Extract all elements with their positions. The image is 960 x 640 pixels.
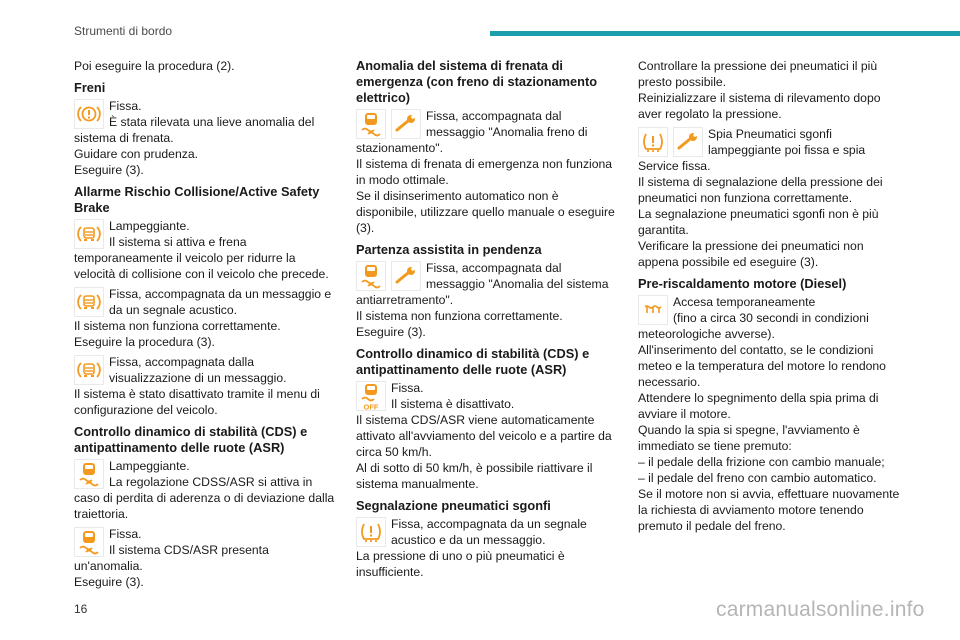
text-line: La pressione di uno o più pneumatici è bbox=[356, 549, 565, 563]
text-line: (fino a circa 30 secondi in condizioni bbox=[673, 311, 869, 325]
text-line: configurazione del veicolo. bbox=[74, 403, 218, 417]
text-line: – il pedale della frizione con cambio manuale; bbox=[638, 455, 885, 469]
text-line: appena possibile ed eseguire (3). bbox=[638, 255, 819, 269]
text-line: Eseguire (3). bbox=[74, 575, 144, 589]
text-line: attivato all'avviamento del veicolo e a partire da bbox=[356, 429, 612, 443]
text-line: Fissa. bbox=[391, 381, 424, 395]
text-line: Lampeggiante. bbox=[109, 459, 190, 473]
text-line: Controllare la pressione dei pneumatici il più bbox=[638, 59, 878, 73]
text-line: Verificare la pressione dei pneumatici non bbox=[638, 239, 864, 253]
text-line: aver regolato la pressione. bbox=[638, 107, 782, 121]
intro-text: Poi eseguire la procedura (2). bbox=[74, 59, 235, 73]
text-line: in modo ottimale. bbox=[356, 173, 449, 187]
text-line: Fissa, accompagnata dalla bbox=[109, 355, 254, 369]
section-title-cds: Controllo dinamico di stabilità (CDS) e antipattinamento delle ruote (ASR) bbox=[74, 424, 308, 455]
text-line: stazionamento". bbox=[356, 141, 443, 155]
text-line: garantita. bbox=[638, 223, 689, 237]
text-line: Guidare con prudenza. bbox=[74, 147, 198, 161]
preriscaldamento-entry bbox=[638, 294, 900, 534]
text-line: necessario. bbox=[638, 375, 701, 389]
section-title-partenza: Partenza assistita in pendenza bbox=[356, 242, 542, 257]
text-line: presto possibile. bbox=[638, 75, 727, 89]
wrench-icon bbox=[391, 109, 421, 139]
text-line: sistema di frenata. bbox=[74, 131, 174, 145]
text-line: Lampeggiante. bbox=[109, 219, 190, 233]
glow-plug-icon bbox=[638, 295, 668, 325]
text-line: Eseguire (3). bbox=[356, 325, 426, 339]
text-line: Il sistema non funziona correttamente. bbox=[74, 319, 281, 333]
text-line: pneumatici non funziona correttamente. bbox=[638, 191, 853, 205]
text-line: meteo e la temperatura del motore lo rendono bbox=[638, 359, 886, 373]
collision-warning-icon bbox=[74, 287, 104, 317]
text-line: Il sistema è disattivato. bbox=[391, 397, 515, 411]
tire-pressure-icon bbox=[356, 517, 386, 547]
text-line: Il sistema si attiva e frena bbox=[109, 235, 247, 249]
column-3 bbox=[638, 58, 900, 538]
column-2 bbox=[356, 58, 618, 584]
text-line: messaggio "Anomalia freno di bbox=[426, 125, 588, 139]
watermark: carmanualsonline.info bbox=[716, 598, 925, 621]
brake-warning-icon bbox=[74, 99, 104, 129]
stability-control-icon bbox=[74, 527, 104, 557]
stability-control-icon bbox=[74, 459, 104, 489]
text-line: circa 50 km/h. bbox=[356, 445, 432, 459]
text-line: Fissa, accompagnata dal bbox=[426, 261, 562, 275]
text-line: avviare il motore. bbox=[638, 407, 731, 421]
text-line: antiarretramento". bbox=[356, 293, 454, 307]
text-line: insufficiente. bbox=[356, 565, 424, 579]
text-line: acustico e da un messaggio. bbox=[391, 533, 546, 547]
text-line: meteorologiche avverse). bbox=[638, 327, 775, 341]
stability-control-icon bbox=[356, 109, 386, 139]
text-line: temporaneamente il veicolo per ridurre la bbox=[74, 251, 296, 265]
section-title-freni: Freni bbox=[74, 80, 106, 95]
text-line: Fissa, accompagnata dal bbox=[426, 109, 562, 123]
cds-entry-1 bbox=[74, 458, 336, 522]
text-line: Fissa. bbox=[109, 527, 142, 541]
text-line: disponibile, utilizzare quello manuale o eseguire bbox=[356, 205, 615, 219]
cds-entry-2 bbox=[74, 526, 336, 590]
svg-text:OFF: OFF bbox=[363, 402, 379, 411]
text-line: la richiesta di avviamento motore tenendo bbox=[638, 503, 864, 517]
text-line: Quando la spia si spegne, l'avviamento è bbox=[638, 423, 860, 437]
text-line: lampeggiante poi fissa e spia bbox=[708, 143, 866, 157]
text-line: Il sistema non funziona correttamente. bbox=[356, 309, 563, 323]
text-line: Spia Pneumatici sgonfi bbox=[708, 127, 832, 141]
stability-control-off-icon bbox=[356, 381, 386, 411]
spia-entry bbox=[638, 126, 900, 270]
text-line: – il pedale del freno con cambio automatico. bbox=[638, 471, 877, 485]
text-line: caso di perdita di aderenza o di deviazione dalla bbox=[74, 491, 335, 505]
text-line: da un segnale acustico. bbox=[109, 303, 238, 317]
column-1 bbox=[74, 58, 336, 594]
freni-entry bbox=[74, 98, 336, 178]
text-line: messaggio "Anomalia del sistema bbox=[426, 277, 609, 291]
text-line: Attendere lo spegnimento della spia prima di bbox=[638, 391, 879, 405]
section-title-allarme: Allarme Rischio Collisione/Active Safety Brake bbox=[74, 184, 320, 215]
section-title-anomalia: Anomalia del sistema di frenata di emergenza (con freno di stazionamento elettrico) bbox=[356, 58, 598, 105]
text-line: Al di sotto di 50 km/h, è possibile riattivare il bbox=[356, 461, 593, 475]
text-line: La segnalazione pneumatici sgonfi non è più bbox=[638, 207, 879, 221]
text-line: Se il disinserimento automatico non è bbox=[356, 189, 559, 203]
anomalia-entry bbox=[356, 108, 618, 236]
tire-pressure-icon bbox=[638, 127, 668, 157]
page-number: 16 bbox=[74, 602, 88, 616]
allarme-entry-2 bbox=[74, 286, 336, 350]
wrench-icon bbox=[673, 127, 703, 157]
wrench-icon bbox=[391, 261, 421, 291]
text-line: Il sistema di frenata di emergenza non funziona bbox=[356, 157, 613, 171]
text-line: È stata rilevata una lieve anomalia del bbox=[109, 115, 315, 129]
header-accent-bar bbox=[490, 31, 960, 36]
partenza-entry bbox=[356, 260, 618, 340]
section-title-preriscaldamento: Pre-riscaldamento motore (Diesel) bbox=[638, 276, 847, 291]
text-line: (3). bbox=[356, 221, 375, 235]
text-line: Fissa, accompagnata da un segnale bbox=[391, 517, 587, 531]
text-line: Il sistema di segnalazione della pressione dei bbox=[638, 175, 883, 189]
text-line: traiettoria. bbox=[74, 507, 129, 521]
collision-warning-icon bbox=[74, 355, 104, 385]
text-line: Il sistema è stato disattivato tramite il menu di bbox=[74, 387, 320, 401]
text-line: sistema manualmente. bbox=[356, 477, 479, 491]
text-line: Fissa. bbox=[109, 99, 142, 113]
text-line: Reinizializzare il sistema di rilevamento dopo bbox=[638, 91, 881, 105]
allarme-entry-3 bbox=[74, 354, 336, 418]
stability-control-icon bbox=[356, 261, 386, 291]
text-line: un'anomalia. bbox=[74, 559, 143, 573]
text-line: Se il motore non si avvia, effettuare nuovamente bbox=[638, 487, 900, 501]
text-line: Il sistema CDS/ASR viene automaticamente bbox=[356, 413, 595, 427]
text-line: La regolazione CDSS/ASR si attiva in bbox=[109, 475, 313, 489]
text-line: All'inserimento del contatto, se le condizioni bbox=[638, 343, 874, 357]
section-title-cds-2: Controllo dinamico di stabilità (CDS) e antipattinamento delle ruote (ASR) bbox=[356, 346, 590, 377]
collision-warning-icon bbox=[74, 219, 104, 249]
allarme-entry-1 bbox=[74, 218, 336, 282]
text-line: Accesa temporaneamente bbox=[673, 295, 816, 309]
text-line: Eseguire la procedura (3). bbox=[74, 335, 215, 349]
text-line: velocità di collisione con il veicolo che precede. bbox=[74, 267, 329, 281]
text-line: Service fissa. bbox=[638, 159, 711, 173]
pneumatici-continued bbox=[638, 58, 900, 122]
running-header: Strumenti di bordo bbox=[74, 24, 173, 38]
text-line: Eseguire (3). bbox=[74, 163, 144, 177]
text-line: Il sistema CDS/ASR presenta bbox=[109, 543, 269, 557]
cds2-entry bbox=[356, 380, 618, 492]
text-line: visualizzazione di un messaggio. bbox=[109, 371, 287, 385]
text-line: premuto il pedale del freno. bbox=[638, 519, 786, 533]
section-title-pneumatici: Segnalazione pneumatici sgonfi bbox=[356, 498, 551, 513]
pneumatici-entry bbox=[356, 516, 618, 580]
text-line: immediato se tiene premuto: bbox=[638, 439, 792, 453]
text-line: Fissa, accompagnata da un messaggio e bbox=[109, 287, 332, 301]
